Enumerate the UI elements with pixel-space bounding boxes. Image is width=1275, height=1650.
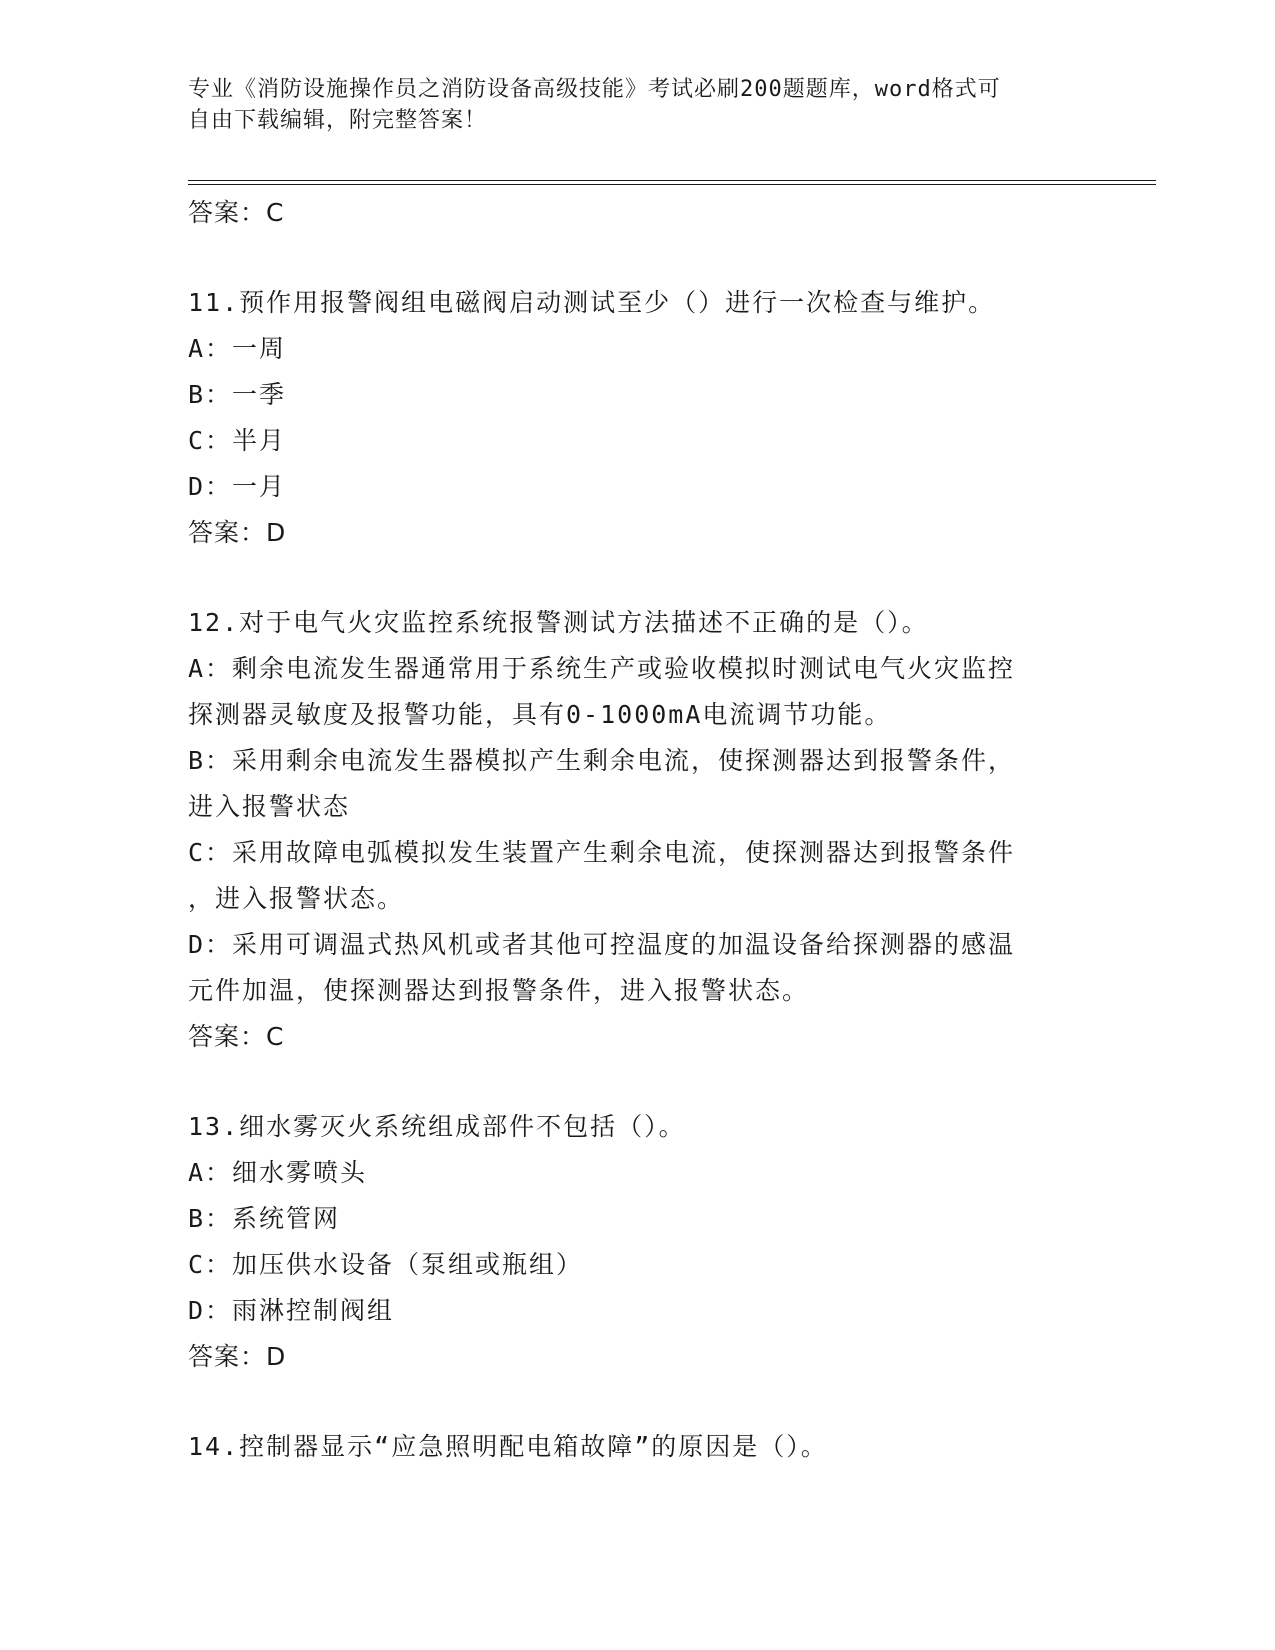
spacer <box>188 235 1088 280</box>
question-block <box>188 600 1088 1059</box>
spacer <box>188 1059 1088 1104</box>
option-d-continued: 元件加温，使探测器达到报警条件，进入报警状态。 <box>188 976 810 1005</box>
option-b: B：系统管网 <box>188 1204 341 1233</box>
answer-line: 答案：D <box>188 1342 287 1371</box>
header-divider-bottom <box>188 184 1156 185</box>
spacer <box>188 555 1088 600</box>
option-c: C：加压供水设备（泵组或瓶组） <box>188 1250 584 1279</box>
answer-line: 答案：C <box>188 198 285 227</box>
header-divider-top <box>188 180 1156 181</box>
question-block <box>188 1424 1088 1470</box>
option-a: A：一周 <box>188 334 287 363</box>
option-c: C：采用故障电弧模拟发生装置产生剩余电流，使探测器达到报警条件 <box>188 838 1016 867</box>
question-block <box>188 280 1088 555</box>
option-c-continued: ，进入报警状态。 <box>188 884 405 913</box>
option-d: D：雨淋控制阀组 <box>188 1296 395 1325</box>
option-d: D：采用可调温式热风机或者其他可控温度的加温设备给探测器的感温 <box>188 930 1016 959</box>
document-header <box>188 74 1088 136</box>
question-list <box>188 190 1088 1470</box>
option-b-continued: 进入报警状态 <box>188 792 351 821</box>
spacer <box>188 1379 1088 1424</box>
option-b: B：采用剩余电流发生器模拟产生剩余电流，使探测器达到报警条件， <box>188 746 1016 775</box>
header-line-2: 自由下载编辑，附完整答案！ <box>188 108 488 133</box>
question-stem: 12.对于电气火灾监控系统报警测试方法描述不正确的是（）。 <box>188 608 929 637</box>
option-a: A：剩余电流发生器通常用于系统生产或验收模拟时测试电气火灾监控 <box>188 654 1016 683</box>
question-stem: 14.控制器显示“应急照明配电箱故障”的原因是（）。 <box>188 1432 828 1461</box>
question-block <box>188 1104 1088 1379</box>
option-b: B：一季 <box>188 380 287 409</box>
option-c: C：半月 <box>188 426 287 455</box>
answer-line: 答案：D <box>188 518 287 547</box>
question-stem: 13.细水雾灭火系统组成部件不包括（）。 <box>188 1112 686 1141</box>
option-d: D：一月 <box>188 472 287 501</box>
answer-line: 答案：C <box>188 1022 285 1051</box>
question-stem: 11.预作用报警阀组电磁阀启动测试至少（）进行一次检查与维护。 <box>188 288 996 317</box>
option-a-continued: 探测器灵敏度及报警功能，具有0-1000mA电流调节功能。 <box>188 700 892 729</box>
option-a: A：细水雾喷头 <box>188 1158 368 1187</box>
header-line-1: 专业《消防设施操作员之消防设备高级技能》考试必刷200题题库，word格式可 <box>188 77 1001 102</box>
